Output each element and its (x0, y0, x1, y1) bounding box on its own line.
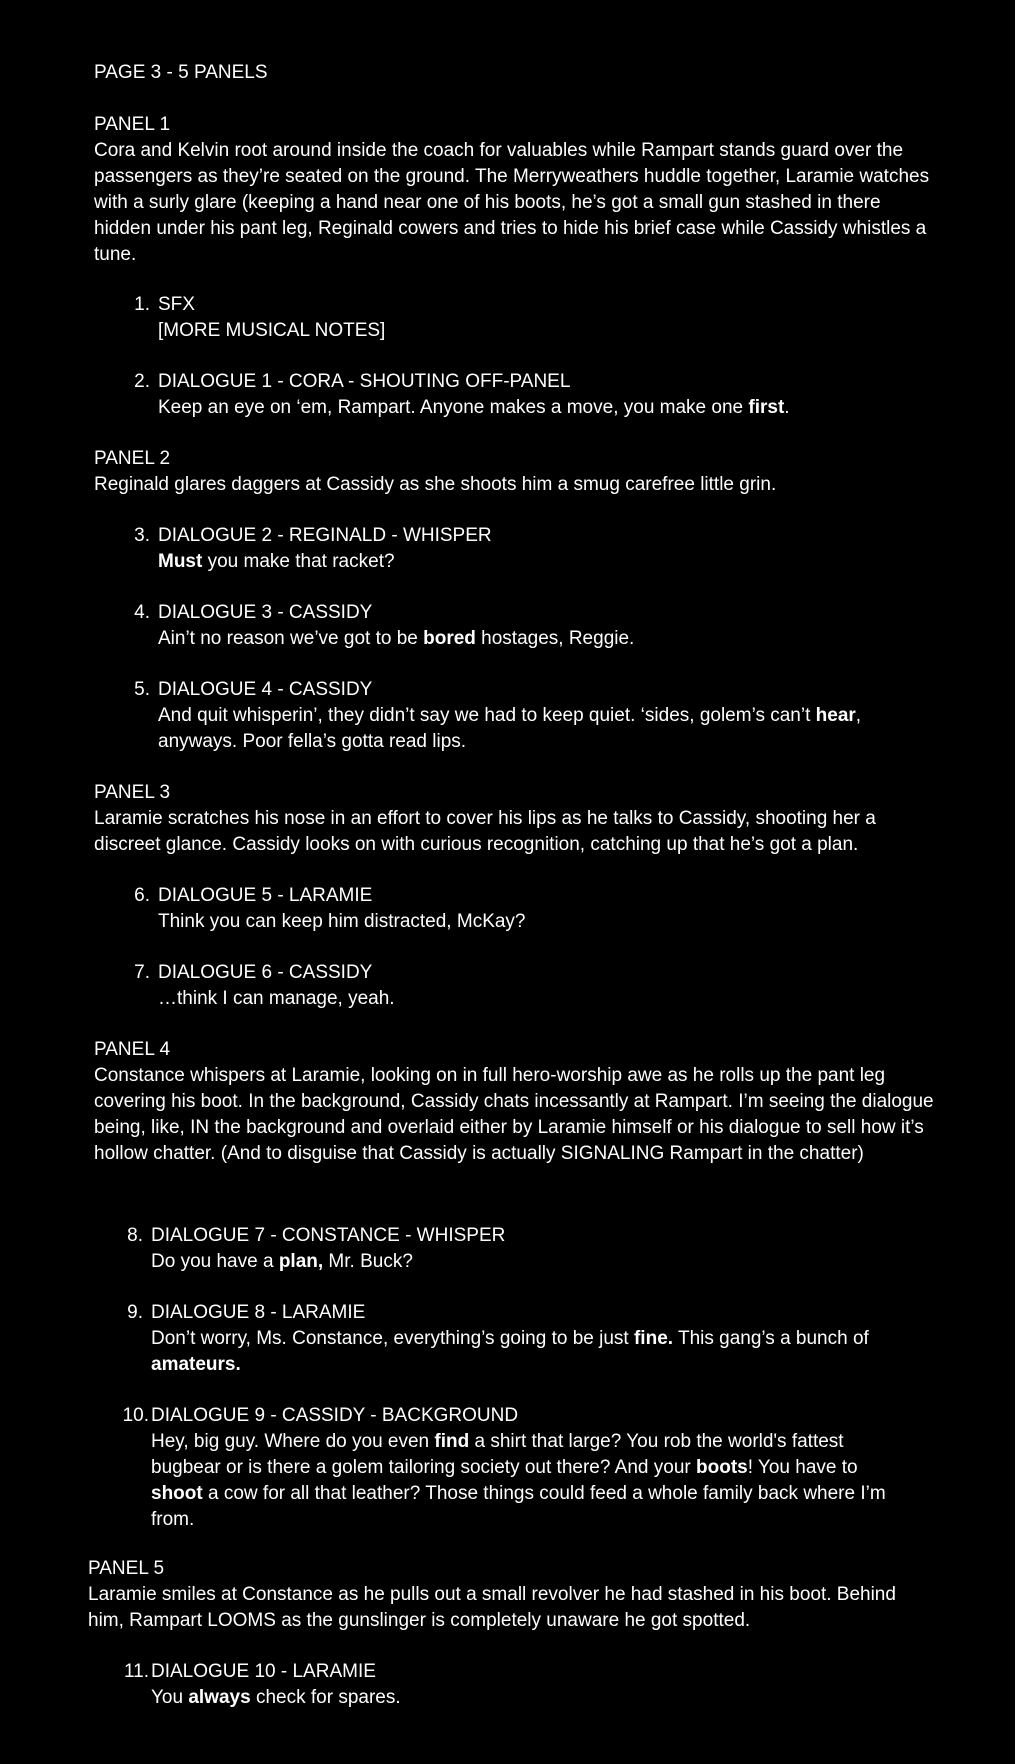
panel-title: PANEL 3 (94, 782, 171, 803)
item-number: 9. (127, 1302, 143, 1323)
dialogue-text: And quit whisperin’, they didn’t say we had to keep quiet. ‘sides, golem’s can’t (158, 705, 816, 726)
dialogue-text: a cow for all that leather? Those things could feed a whole family back where I’m from. (151, 1483, 886, 1530)
dialogue-text: hostages, Reggie. (475, 628, 635, 649)
dialogue-text: ! You have to (747, 1457, 858, 1478)
panel-description: Reginald glares daggers at Cassidy as she shoots him a smug carefree little grin. (94, 474, 777, 495)
item-dialogue (158, 626, 918, 652)
panel-3 (94, 780, 934, 858)
dialogue-text: This gang’s a bunch of (673, 1328, 869, 1349)
item-heading: DIALOGUE 5 - LARAMIE (158, 885, 373, 906)
item-dialogue (158, 549, 918, 575)
script-item-9 (127, 1300, 906, 1378)
item-number: 11. (123, 1661, 149, 1682)
emphasis-text: always (188, 1687, 251, 1708)
item-number: 4. (134, 602, 150, 623)
dialogue-text: Mr. Buck? (323, 1251, 413, 1272)
panel-5 (88, 1556, 928, 1634)
item-heading: DIALOGUE 10 - LARAMIE (151, 1661, 376, 1682)
dialogue-text: you make that racket? (202, 551, 395, 572)
script-item-10 (122, 1403, 911, 1533)
emphasis-text: fine. (633, 1328, 674, 1349)
dialogue-text: Hey, big guy. Where do you even (151, 1431, 435, 1452)
item-heading: DIALOGUE 7 - CONSTANCE - WHISPER (151, 1225, 506, 1246)
emphasis-text: first (748, 397, 785, 418)
script-item-2 (134, 369, 918, 421)
panel-title: PANEL 2 (94, 448, 171, 469)
script-item-1 (134, 292, 918, 344)
item-dialogue (158, 703, 918, 755)
dialogue-text: , anyways. Poor fella’s gotta read lips. (158, 705, 862, 752)
script-item-4 (134, 600, 918, 652)
item-number: 1. (134, 294, 150, 315)
item-heading: DIALOGUE 4 - CASSIDY (158, 679, 373, 700)
dialogue-text: a shirt that large? You rob the world's fattest bugbear or is there a golem tailoring society out there? And your (151, 1431, 844, 1478)
script-item-6 (134, 883, 918, 935)
item-number: 8. (127, 1225, 143, 1246)
dialogue-text: check for spares. (250, 1687, 401, 1708)
emphasis-text: hear (815, 705, 856, 726)
item-heading: DIALOGUE 6 - CASSIDY (158, 962, 373, 983)
item-dialogue (151, 1326, 906, 1378)
panel-2 (94, 446, 934, 498)
item-heading: DIALOGUE 9 - CASSIDY - BACKGROUND (151, 1405, 519, 1426)
emphasis-text: amateurs. (151, 1354, 241, 1375)
item-number: 3. (134, 525, 150, 546)
dialogue-text: …think I can manage, yeah. (158, 988, 395, 1009)
panel-description: Cora and Kelvin root around inside the coach for valuables while Rampart stands guard over the passengers as they’re seated on the ground. The Merryweathers huddle together, Laramie watches with a surly glare (keeping a hand near one of his boots, he’s got a small gun stashed in there hidden under his pant leg, Reginald cowers and tries to hide his brief case while Cassidy whistles a tune. (94, 140, 930, 265)
emphasis-text: Must (158, 551, 203, 572)
script-item-3 (134, 523, 918, 575)
panel-description: Laramie smiles at Constance as he pulls out a small revolver he had stashed in his boot. Behind him, Rampart LOOMS as the gunslinger is completely unaware he got spotted. (88, 1584, 896, 1631)
panel-title: PANEL 1 (94, 114, 171, 135)
item-dialogue (158, 318, 918, 344)
panel-title: PANEL 5 (88, 1558, 165, 1579)
item-number: 5. (134, 679, 150, 700)
item-number: 6. (134, 885, 150, 906)
dialogue-text: Do you have a (151, 1251, 279, 1272)
item-dialogue (158, 909, 918, 935)
emphasis-text: bored (423, 628, 476, 649)
panel-title: PANEL 4 (94, 1039, 171, 1060)
page-heading: PAGE 3 - 5 PANELS (94, 62, 268, 83)
item-heading: SFX (158, 294, 195, 315)
script-item-7 (134, 960, 918, 1012)
panel-1 (94, 112, 934, 268)
item-dialogue (151, 1249, 911, 1275)
item-dialogue (151, 1429, 911, 1533)
item-dialogue (158, 986, 918, 1012)
emphasis-text: find (434, 1431, 470, 1452)
panel-description: Laramie scratches his nose in an effort to cover his lips as he talks to Cassidy, shooting her a discreet glance. Cassidy looks on with curious recognition, catching up that he’s got a plan. (94, 808, 876, 855)
item-heading: DIALOGUE 2 - REGINALD - WHISPER (158, 525, 492, 546)
item-dialogue (151, 1685, 911, 1711)
script-item-11 (123, 1659, 911, 1711)
panel-description: Constance whispers at Laramie, looking on in full hero-worship awe as he rolls up the pant leg covering his boot. In the background, Cassidy chats incessantly at Rampart. I’m seeing the dialogue being, like, IN the background and overlaid either by Laramie himself or his dialogue to sell how it’s hollow chatter. (And to disguise that Cassidy is actually SIGNALING Rampart in the chatter) (94, 1065, 934, 1164)
item-heading: DIALOGUE 3 - CASSIDY (158, 602, 373, 623)
dialogue-text: [MORE MUSICAL NOTES] (158, 320, 386, 341)
dialogue-text: Think you can keep him distracted, McKay? (158, 911, 526, 932)
emphasis-text: shoot (151, 1483, 203, 1504)
item-dialogue (158, 395, 918, 421)
item-number: 2. (134, 371, 150, 392)
dialogue-text: Don’t worry, Ms. Constance, everything’s going to be just (151, 1328, 634, 1349)
item-heading: DIALOGUE 8 - LARAMIE (151, 1302, 366, 1323)
emphasis-text: boots (696, 1457, 748, 1478)
emphasis-text: plan, (278, 1251, 324, 1272)
dialogue-text: . (784, 397, 790, 418)
panel-4 (94, 1037, 936, 1167)
dialogue-text: You (151, 1687, 189, 1708)
dialogue-text: Ain’t no reason we’ve got to be (158, 628, 424, 649)
dialogue-text: Keep an eye on ‘em, Rampart. Anyone makes a move, you make one (158, 397, 749, 418)
script-item-5 (134, 677, 918, 755)
script-item-8 (127, 1223, 911, 1275)
item-heading: DIALOGUE 1 - CORA - SHOUTING OFF-PANEL (158, 371, 571, 392)
item-number: 10. (122, 1405, 149, 1426)
item-number: 7. (134, 962, 150, 983)
